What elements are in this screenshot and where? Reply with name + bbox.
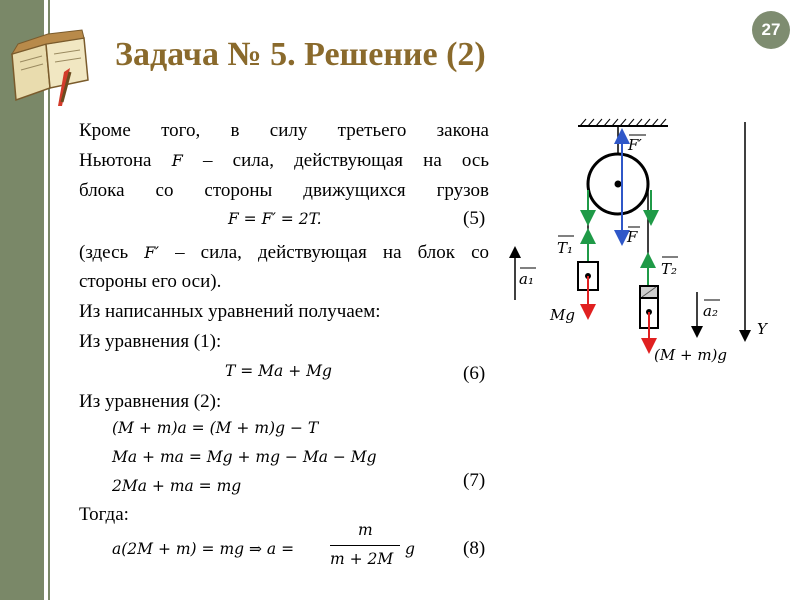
math-symbol: F (171, 151, 183, 170)
slide-title: Задача № 5. Решение (2) (115, 36, 486, 73)
equation-6: T = Ma + Mg (225, 362, 332, 380)
paragraph-line (79, 240, 489, 266)
label-T2: T₂ (661, 260, 678, 278)
ceiling-support (578, 119, 668, 126)
pulley-center (615, 181, 622, 188)
equation-8-left: a(2M + m) = mg ⇒ a = (112, 540, 295, 558)
paragraph-line: Из уравнения (2): (79, 391, 222, 412)
equation-number: (6) (463, 363, 486, 384)
label-a1: a₁ (519, 270, 534, 288)
equation-7a: (M + m)a = (M + m)g − T (112, 419, 319, 437)
equation-number: (7) (463, 470, 486, 491)
text-span: – сила, действующая на ось (182, 150, 490, 171)
label-Mg: Mg (550, 306, 575, 324)
paragraph-line: Тогда: (79, 504, 129, 525)
fraction-bar (330, 545, 400, 546)
paragraph-line: Кроме того, в силу третьего закона (79, 120, 489, 141)
label-F: F (627, 228, 638, 246)
paragraph-line: Из написанных уравнений получаем: (79, 301, 381, 322)
equation-7b: Ma + ma = Mg + mg − Ma − Mg (112, 448, 377, 466)
page-number-badge: 27 (752, 11, 790, 49)
label-Mm-g: (M + m)g (654, 346, 727, 364)
equation-5: F = F′ = 2T. (228, 210, 322, 228)
paragraph-line: Из уравнения (1): (79, 331, 222, 352)
text-span: (здесь (79, 242, 145, 263)
paragraph-line: стороны его оси). (79, 271, 222, 292)
paragraph-line (79, 148, 489, 174)
label-F-prime: F′ (628, 136, 642, 154)
equation-7c: 2Ma + ma = mg (112, 477, 242, 495)
fraction-numerator: m (358, 521, 373, 539)
equation-number: (5) (463, 208, 486, 229)
math-symbol: F′ (144, 243, 159, 262)
books-icon (4, 14, 96, 110)
equation-8-right: g (405, 540, 415, 558)
label-Y: Y (757, 320, 767, 338)
equation-number: (8) (463, 538, 486, 559)
label-a2: a₂ (703, 302, 718, 320)
pulley-diagram (500, 105, 790, 375)
label-T1: T₁ (557, 239, 574, 257)
fraction-denominator: m + 2M (330, 550, 394, 568)
text-span: Ньютона (79, 150, 152, 171)
text-span: – сила, действующая на блок со (158, 242, 489, 263)
paragraph-line: блока со стороны движущихся грузов (79, 180, 489, 201)
